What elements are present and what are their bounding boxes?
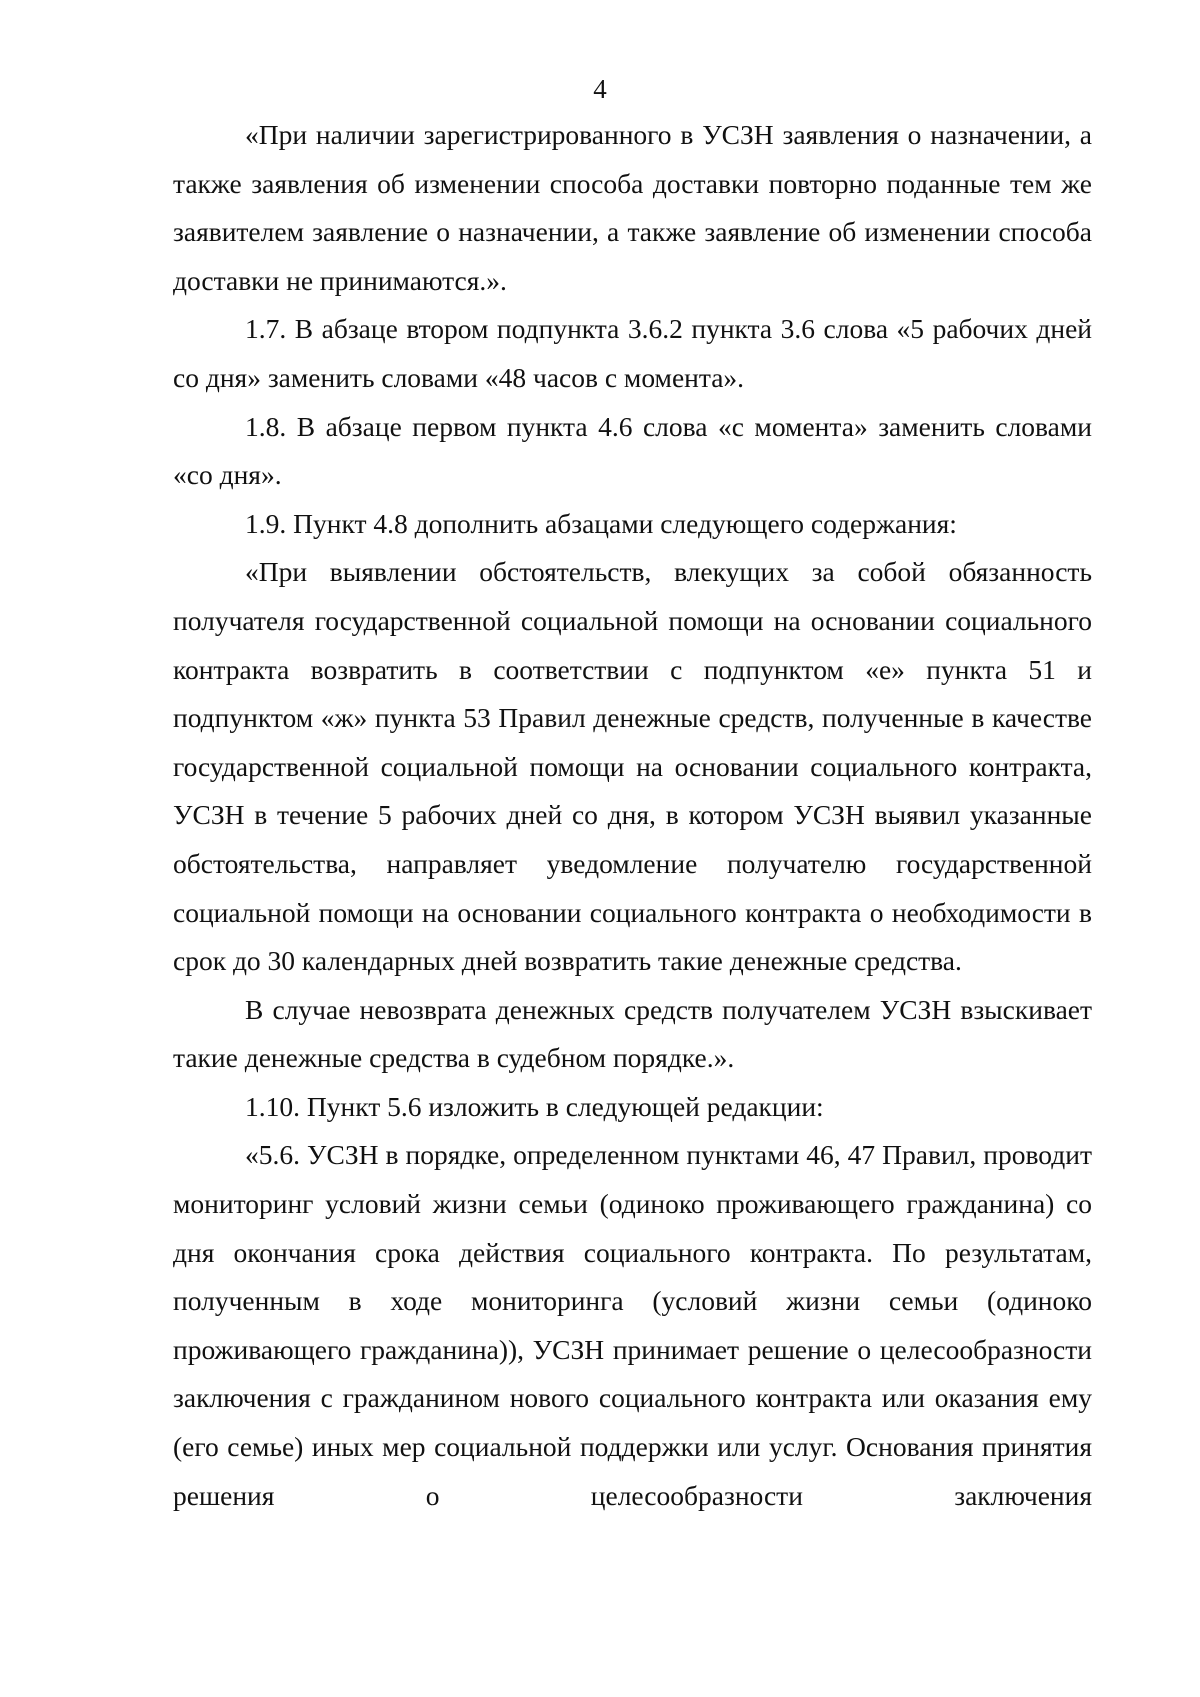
paragraph-quote-5-6: «5.6. УСЗН в порядке, определенном пунктами 46, 47 Правил, проводит мониторинг условий жизни семьи (одиноко проживающего гражданина) со дня окончания срока действия социального контракта. По результатам, полученным в ходе мониторинга (условий жизни семьи (одиноко проживающего гражданина)), УСЗН принимает решение о целесообразности заключения с гражданином нового социального контракта или оказания ему (его семье) иных мер социальной поддержки или услуг. Основания принятия решения о целесообразности заключения xyxy=(173,1139,1092,1511)
document-body xyxy=(173,111,1092,1520)
paragraph-1-8: 1.8. В абзаце первом пункта 4.6 слова «с момента» заменить словами «со дня». xyxy=(173,410,1092,491)
paragraph-quote-registration: «При наличии зарегистрированного в УСЗН заявления о назначении, а также заявления об изменении способа доставки повторно поданные тем же заявителем заявление о назначении, а также заявление об изменении способа доставки не принимаются.». xyxy=(173,119,1092,296)
paragraph-quote-return-funds: «При выявлении обстоятельств, влекущих за собой обязанность получателя государственной социальной помощи на основании социального контракта возвратить в соответствии с подпунктом «е» пункта 51 и подпунктом «ж» пункта 53 Правил денежные средств, полученные в качестве государственной социальной помощи на основании социального контракта, УСЗН в течение 5 рабочих дней со дня, в котором УСЗН выявил указанные обстоятельства, направляет уведомление получателю государственной социальной помощи на основании социального контракта о необходимости в срок до 30 календарных дней возвратить такие денежные средства. xyxy=(173,556,1092,977)
paragraph-court-recovery: В случае невозврата денежных средств получателем УСЗН взыскивает такие денежные средства в судебном порядке.». xyxy=(173,993,1092,1074)
paragraph-1-9: 1.9. Пункт 4.8 дополнить абзацами следующего содержания: xyxy=(245,507,957,539)
page-number: 4 xyxy=(593,74,607,104)
paragraph-1-7: 1.7. В абзаце втором подпункта 3.6.2 пункта 3.6 слова «5 рабочих дней со дня» заменить словами «48 часов с момента». xyxy=(173,313,1092,393)
paragraph-1-10: 1.10. Пункт 5.6 изложить в следующей редакции: xyxy=(245,1090,824,1122)
